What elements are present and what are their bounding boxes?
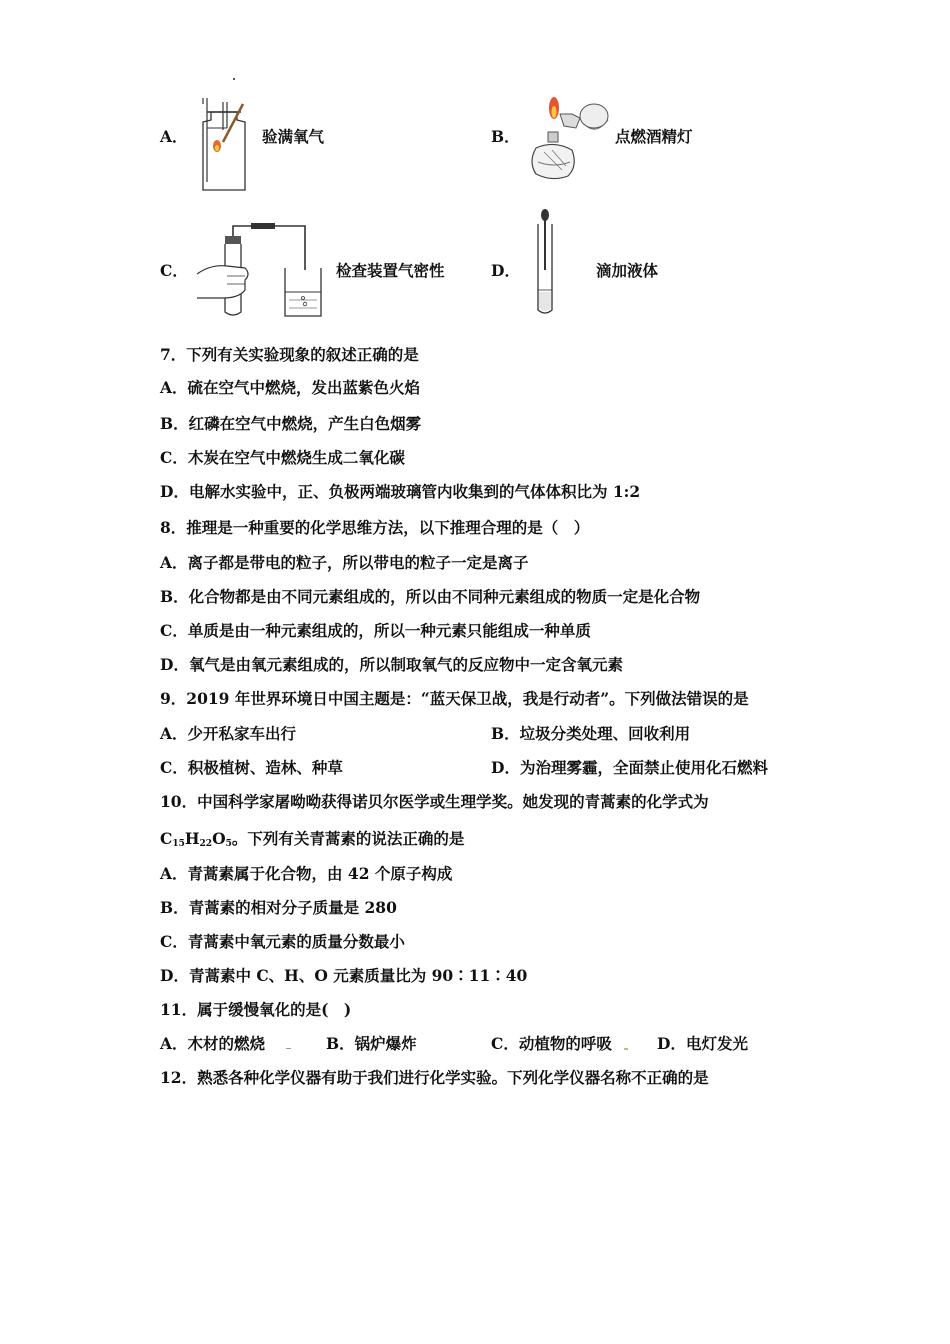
formula-o: O xyxy=(212,829,226,848)
q9-option-b: B．垃圾分类处理、回收利用 xyxy=(491,724,691,743)
q10-stem-tail: 。下列有关青蒿素的说法正确的是 xyxy=(231,829,465,848)
q12-stem: 12．熟悉各种化学仪器有助于我们进行化学实验。下列化学仪器名称不正确的是 xyxy=(160,1068,709,1087)
q6-option-c-label: 检查装置气密性 xyxy=(336,261,445,280)
q7-option-d: D．电解水实验中，正、负极两端玻璃管内收集到的气体体积比为 1:2 xyxy=(160,482,641,501)
q6-option-a-label: 验满氧气 xyxy=(262,127,325,146)
formula-o-count: 5 xyxy=(225,839,232,849)
gas-bottle-oxygen-test-icon xyxy=(193,98,253,194)
dropper-test-tube-icon xyxy=(530,208,560,318)
q6-option-d-letter: D． xyxy=(491,261,520,280)
q9-option-a: A．少开私家车出行 xyxy=(160,724,297,743)
formula-c-count: 15 xyxy=(172,839,185,849)
q10-stem: 10．中国科学家屠呦呦获得诺贝尔医学或生理学奖。她发现的青蒿素的化学式为 xyxy=(160,792,709,811)
formula-h-count: 22 xyxy=(199,839,213,849)
q8-option-a: A．离子都是带电的粒子，所以带电的粒子一定是离子 xyxy=(160,553,529,572)
q11-stem: 11．属于缓慢氧化的是( ) xyxy=(160,1000,352,1019)
airtightness-check-icon xyxy=(193,220,333,320)
alcohol-lamp-lighting-icon xyxy=(524,90,614,190)
q8-option-d: D．氧气是由氧元素组成的，所以制取氧气的反应物中一定含氧元素 xyxy=(160,655,623,674)
q10-option-b: B．青蒿素的相对分子质量是 280 xyxy=(160,898,397,917)
q11-option-d: D．电灯发光 xyxy=(657,1034,748,1053)
q10-option-c: C．青蒿素中氧元素的质量分数最小 xyxy=(160,932,405,951)
formula-c: C xyxy=(160,829,173,848)
q11-option-a: A．木材的燃烧 xyxy=(160,1034,266,1053)
q6-option-a-letter: A． xyxy=(160,127,188,146)
q11-option-c: C．动植物的呼吸 xyxy=(491,1034,612,1053)
q7-option-a: A．硫在空气中燃烧，发出蓝紫色火焰 xyxy=(160,378,421,397)
q8-option-b: B．化合物都是由不同元素组成的，所以由不同种元素组成的物质一定是化合物 xyxy=(160,587,701,606)
q7-option-b: B．红磷在空气中燃烧，产生白色烟雾 xyxy=(160,414,422,433)
q6-option-d-label: 滴加液体 xyxy=(596,261,659,280)
q10-formula-line xyxy=(160,829,464,854)
q6-option-b-label: 点燃酒精灯 xyxy=(615,127,693,146)
q11-option-b: B．锅炉爆炸 xyxy=(326,1034,417,1053)
q7-option-c: C．木炭在空气中燃烧生成二氧化碳 xyxy=(160,448,405,467)
stray-mark xyxy=(233,78,235,80)
q8-option-c: C．单质是由一种元素组成的，所以一种元素只能组成一种单质 xyxy=(160,621,591,640)
q7-stem: 7．下列有关实验现象的叙述正确的是 xyxy=(160,345,419,364)
formula-h: H xyxy=(184,829,200,848)
q9-option-d: D．为治理雾霾，全面禁止使用化石燃料 xyxy=(491,758,768,777)
q8-stem: 8．推理是一种重要的化学思维方法，以下推理合理的是（ ） xyxy=(160,518,590,537)
q6-option-c-letter: C． xyxy=(160,261,188,280)
q10-option-d: D．青蒿素中 C、H、O 元素质量比为 90∶11∶40 xyxy=(160,966,528,985)
stray-mark xyxy=(624,1048,628,1050)
stray-mark xyxy=(286,1048,291,1049)
q6-option-b-letter: B． xyxy=(491,127,520,146)
q9-stem: 9．2019 年世界环境日中国主题是：“蓝天保卫战，我是行动者”。下列做法错误的是 xyxy=(160,689,749,708)
q10-option-a: A．青蒿素属于化合物，由 42 个原子构成 xyxy=(160,864,453,883)
q9-option-c: C．积极植树、造林、种草 xyxy=(160,758,343,777)
